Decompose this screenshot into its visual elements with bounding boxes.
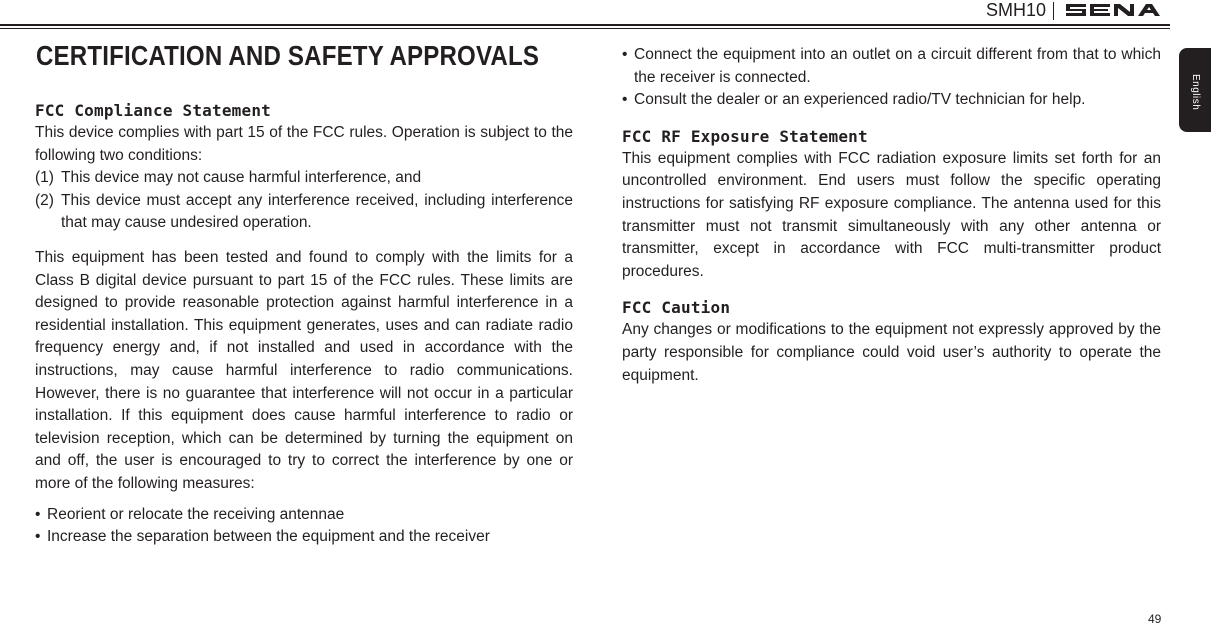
fcc-rf-body: This equipment complies with FCC radiation exposure limits set forth for an uncontrolled environment. End users must follow the specific operating instructions for satisfying RF exposure compliance. The antenna used for this transmitter must not transmit simultaneously with any other antenna or transmitter, except in accordance with FCC multi-transmitter product procedures. [622,149,1161,280]
language-tab-label: English [1190,74,1201,111]
measure-text: Connect the equipment into an outlet on a circuit different from that to which the receiver is connected. [634,46,1161,86]
page-title: CERTIFICATION AND SAFETY APPROVALS [36,40,540,71]
fcc-compliance-heading: FCC Compliance Statement [35,101,271,120]
fcc-rf-heading: FCC RF Exposure Statement [622,126,868,146]
header-rule [0,24,1170,26]
left-column [35,100,573,549]
fcc-caution-body: Any changes or modifications to the equipment not expressly approved by the party responsible for compliance could void user’s authority to operate the equipment. [622,321,1161,384]
measure-item [35,526,573,549]
measure-text: Increase the separation between the equipment and the receiver [47,528,490,546]
fcc-compliance-body: This equipment has been tested and found to comply with the limits for a Class B digital device pursuant to part 15 of the FCC rules. These limits are designed to provide reasonable protection against harmful interference in a residential installation. This equipment generates, uses and can radiate radio frequency energy and, if not installed and used in accordance with the instructions, may cause harmful interference to radio communications. However, there is no guarantee that interference will not occur in a particular installation. If this equipment does cause harmful interference to radio or television reception, which can be determined by turning the equipment on and off, the user is encouraged to try to correct the interference by one or more of the following measures: [35,248,573,492]
measure-text: Reorient or relocate the receiving antennae [47,505,345,523]
bullet-glyph: • [622,91,628,109]
model-name: SMH10 [986,0,1047,20]
sena-logo [1064,2,1162,18]
bullet-glyph: • [622,46,628,63]
measure-text: Consult the dealer or an experienced radio/TV technician for help. [634,91,1086,109]
header-rule-thin [0,28,1170,29]
bullet-glyph: • [35,505,41,523]
condition-text: This device may not cause harmful interference, and [61,169,422,187]
measure-item [622,89,1161,112]
measure-item [35,504,573,527]
condition-item [35,167,573,190]
fcc-caution-heading: FCC Caution [622,298,731,318]
condition-number: (2) [35,191,54,209]
header-separator [1053,2,1054,20]
condition-text: This device must accept any interference received, including interference that may cause undesired operation. [61,191,573,232]
right-column [622,44,1161,387]
measure-item [622,44,1161,89]
fcc-compliance-intro: This device complies with part 15 of the FCC rules. Operation is subject to the following two conditions: [35,124,573,164]
condition-number: (1) [35,169,54,187]
bullet-glyph: • [35,528,41,546]
condition-item [35,190,573,235]
page-number: 49 [1148,612,1162,626]
